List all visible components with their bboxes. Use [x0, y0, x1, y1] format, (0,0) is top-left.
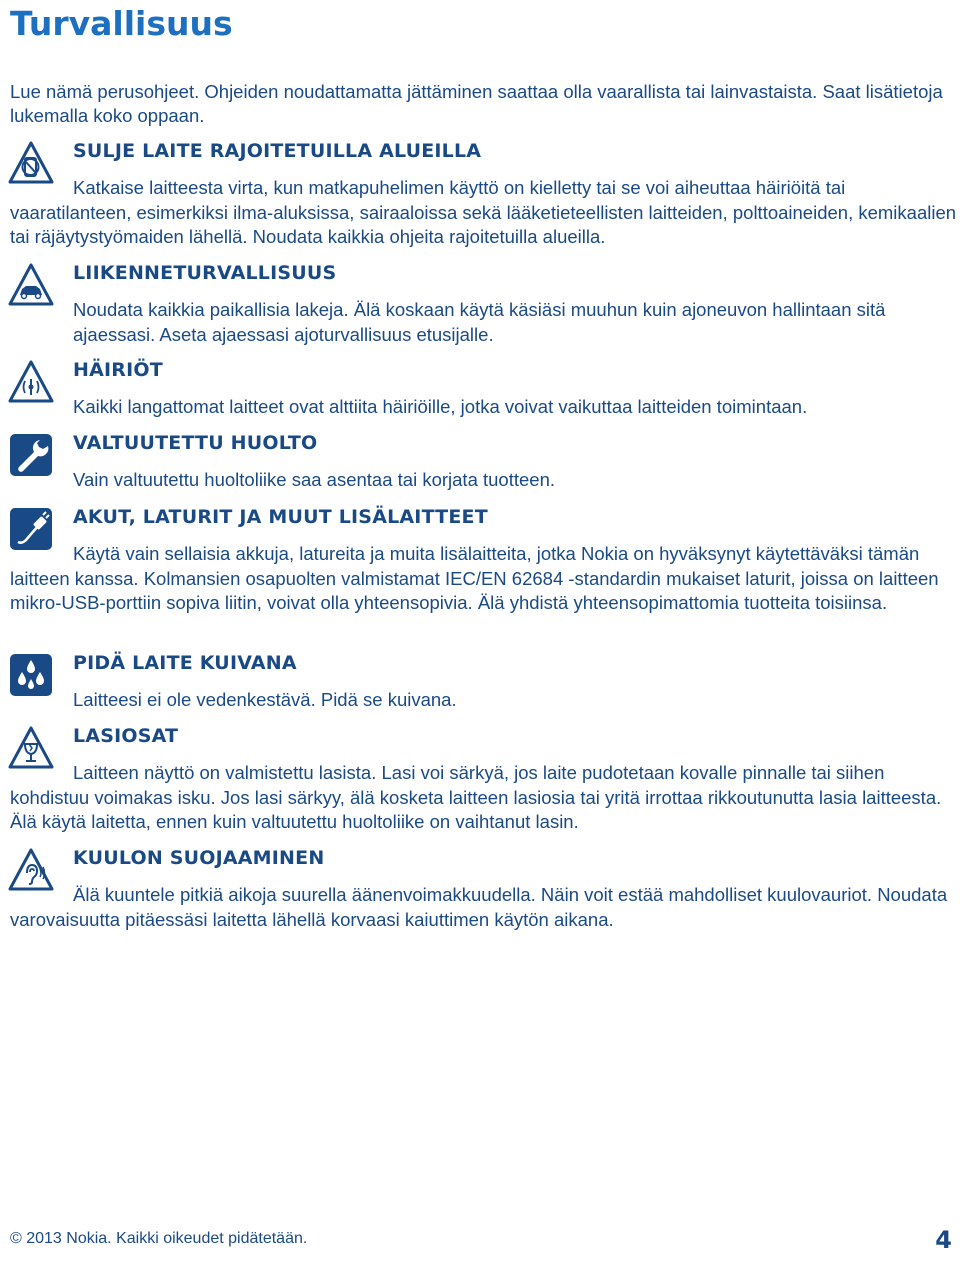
section-heading: LASIOSAT	[73, 725, 179, 747]
section-text: Laitteesi ei ole vedenkestävä. Pidä se kuivana.	[73, 689, 457, 710]
section-heading: SULJE LAITE RAJOITETUILLA ALUEILLA	[73, 140, 482, 162]
section-text: Kaikki langattomat laitteet ovat alttiita häiriöille, jotka voivat vaikuttaa laitteiden toimintaan.	[73, 396, 808, 417]
section-text: Laitteen näyttö on valmistettu lasista. Lasi voi särkyä, jos laite pudotetaan kovalle pinnalle tai siihen kohdistuu voimakas isku. Jos lasi särkyy, älä kosketa laitteen lasiosia tai yritä irrottaa rikkoutunutta lasia laitteesta. Älä käytä laitetta, ennen kuin valtuutettu huoltoliike on vaihtanut lasin.	[10, 762, 942, 832]
water-drops-icon	[8, 652, 54, 698]
section-heading: KUULON SUOJAAMINEN	[73, 847, 325, 869]
intro-paragraph: Lue nämä perusohjeet. Ohjeiden noudattamatta jättäminen saattaa olla vaarallista tai lainvastaista. Saat lisätietoja lukemalla koko oppaan.	[10, 81, 943, 126]
section-text: Käytä vain sellaisia akkuja, latureita ja muita lisälaitteita, jotka Nokia on hyväksynyt käytettäväksi tämän laitteen kanssa. Kolmansien osapuolten valmistamat IEC/EN 62684 -standardin mukaiset laturit, joissa on laitteen mikro-USB-porttiin sopiva liitin, voivat olla yhteensopivia. Älä yhdistä yhteensopimattomia tuotteita toisiinsa.	[10, 543, 939, 613]
interference-icon	[8, 359, 54, 405]
section-heading: PIDÄ LAITE KUIVANA	[73, 652, 297, 674]
car-icon	[8, 262, 54, 308]
copyright-notice: © 2013 Nokia. Kaikki oikeudet pidätetään.	[10, 1230, 308, 1247]
section-text: Katkaise laitteesta virta, kun matkapuhelimen käyttö on kielletty tai se voi aiheuttaa häiriöitä tai vaaratilanteen, esimerkiksi ilma-aluksissa, sairaaloissa sekä lääketieteellisten laitteiden, polttoaineiden, kemikaalien tai räjäytystyömaiden lähellä. Noudata kaikkia ohjeita rajoitetuilla alueilla.	[10, 177, 957, 247]
section-text: Noudata kaikkia paikallisia lakeja. Älä koskaan käytä käsiäsi muuhun kuin ajoneuvon hallintaan sitä ajaessasi. Aseta ajaessasi ajoturvallisuus etusijalle.	[73, 299, 886, 345]
page-number: 4	[935, 1226, 952, 1254]
section-heading: HÄIRIÖT	[73, 359, 163, 381]
section-heading: VALTUUTETTU HUOLTO	[73, 432, 318, 454]
section-heading: AKUT, LATURIT JA MUUT LISÄLAITTEET	[73, 506, 488, 528]
section-text: Älä kuuntele pitkiä aikoja suurella äänenvoimakkuudella. Näin voit estää mahdolliset kuulovauriot. Noudata varovaisuutta pitäessäsi laitetta lähellä korvaasi kaiuttimen käytön aikana.	[10, 884, 948, 930]
page-title: Turvallisuus	[10, 4, 233, 43]
section-text: Vain valtuutettu huoltoliike saa asentaa tai korjata tuotteen.	[73, 469, 556, 490]
section-heading: LIIKENNETURVALLISUUS	[73, 262, 337, 284]
wrench-icon	[8, 432, 54, 478]
